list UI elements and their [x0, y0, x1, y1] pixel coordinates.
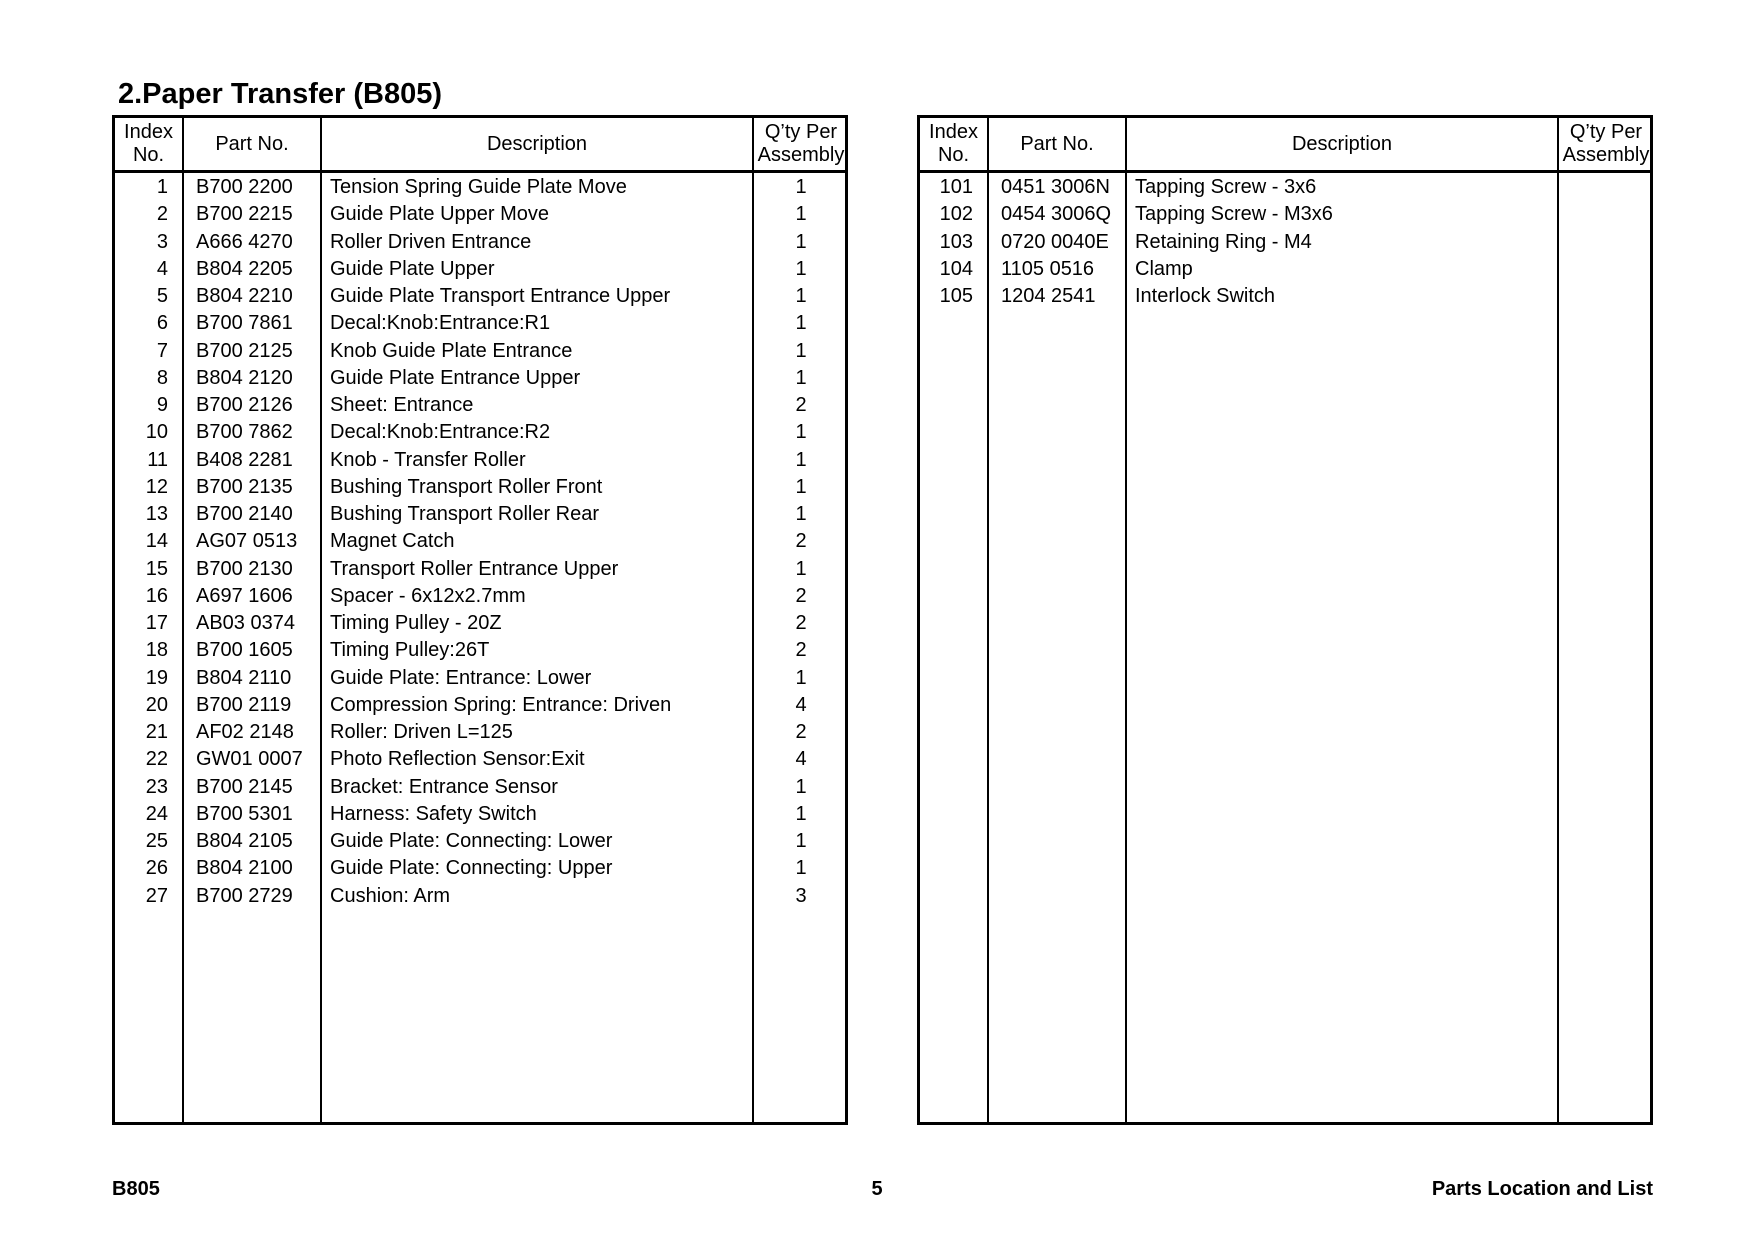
table-row	[920, 256, 1650, 283]
part-number-cell: B700 2215	[196, 203, 293, 226]
part-number-cell: AB03 0374	[196, 612, 295, 634]
index-cell: 22	[145, 748, 168, 771]
table-row	[920, 174, 1650, 201]
description-cell: Guide Plate Entrance Upper	[330, 366, 581, 389]
index-cell: 15	[145, 557, 168, 580]
part-number-cell: B700 2119	[196, 693, 292, 716]
table-row	[115, 419, 845, 446]
table-row	[115, 392, 845, 419]
table-row	[115, 174, 845, 201]
page-title: 2.Paper Transfer (B805)	[118, 78, 442, 110]
part-number-cell: B804 2110	[196, 666, 292, 689]
part-number-cell: B700 2200	[196, 176, 293, 198]
quantity-cell: 2	[795, 584, 807, 607]
table-row	[115, 637, 845, 664]
index-cell: 13	[145, 503, 168, 525]
part-number-cell: 0454 3006Q	[1001, 203, 1112, 226]
quantity-cell: 1	[795, 203, 807, 226]
part-number-cell: B804 2210	[196, 285, 293, 307]
footer-page-number: 5	[871, 1178, 883, 1200]
index-cell: 12	[145, 475, 168, 498]
quantity-cell: 1	[795, 230, 807, 253]
part-number-cell: B700 7862	[196, 421, 293, 444]
index-cell: 1	[156, 176, 168, 198]
description-cell: Sheet: Entrance	[330, 394, 474, 416]
description-cell: Retaining Ring - M4	[1135, 230, 1312, 253]
part-number-cell: B408 2281	[196, 448, 293, 471]
index-cell: 14	[145, 530, 168, 553]
table-row	[115, 855, 845, 882]
description-cell: Compression Spring: Entrance: Driven	[330, 693, 672, 716]
table-row	[115, 528, 845, 555]
part-number-cell: B804 2105	[196, 830, 293, 852]
index-cell: 5	[156, 285, 168, 307]
table-row	[115, 801, 845, 828]
description-cell: Guide Plate: Entrance: Lower	[330, 666, 592, 689]
description-cell: Guide Plate Upper	[330, 257, 495, 280]
quantity-cell: 1	[795, 448, 807, 471]
index-cell: 23	[145, 775, 168, 798]
table-row	[115, 692, 845, 719]
part-number-cell: A697 1606	[196, 584, 293, 607]
index-cell: 102	[939, 203, 973, 226]
part-number-cell: B700 5301	[196, 802, 293, 825]
quantity-cell: 1	[795, 339, 807, 362]
description-cell: Magnet Catch	[330, 530, 455, 553]
description-cell: Guide Plate Transport Entrance Upper	[330, 285, 671, 307]
part-number-cell: B700 1605	[196, 639, 293, 662]
index-cell: 3	[156, 230, 168, 253]
header-description: Description	[486, 132, 588, 155]
header-part-no: Part No.	[1020, 132, 1094, 155]
footer-model: B805	[112, 1178, 160, 1200]
part-number-cell: 0451 3006N	[1001, 176, 1110, 198]
quantity-cell: 1	[795, 775, 807, 798]
index-cell: 10	[145, 421, 168, 444]
quantity-cell: 2	[795, 721, 807, 743]
table-row	[920, 229, 1650, 256]
quantity-cell: 1	[795, 557, 807, 580]
table-row	[115, 229, 845, 256]
table-row	[115, 501, 845, 528]
header-index: Index No.	[124, 121, 173, 166]
table-row	[115, 828, 845, 855]
index-cell: 11	[147, 448, 168, 471]
part-number-cell: B804 2100	[196, 857, 293, 880]
index-cell: 8	[156, 366, 168, 389]
description-cell: Tapping Screw - 3x6	[1135, 176, 1317, 198]
part-number-cell: B700 2145	[196, 775, 293, 798]
description-cell: Roller: Driven L=125	[330, 721, 513, 743]
description-cell: Harness: Safety Switch	[330, 802, 537, 825]
description-cell: Guide Plate Upper Move	[330, 203, 550, 226]
quantity-cell: 1	[795, 312, 807, 335]
description-cell: Cushion: Arm	[330, 884, 451, 907]
header-divider	[920, 170, 1650, 173]
part-number-cell: B700 2135	[196, 475, 293, 498]
table-row	[115, 283, 845, 310]
table-body-right	[920, 174, 1650, 310]
quantity-cell: 1	[795, 666, 807, 689]
table-row	[115, 774, 845, 801]
header-qty: Q’ty Per Assembly	[757, 121, 845, 166]
table-body-left	[115, 174, 845, 910]
parts-table-right	[917, 115, 1653, 1125]
description-cell: Roller Driven Entrance	[330, 230, 532, 253]
description-cell: Knob - Transfer Roller	[330, 448, 526, 471]
quantity-cell: 1	[795, 421, 807, 444]
index-cell: 24	[145, 802, 168, 825]
quantity-cell: 2	[795, 530, 807, 553]
table-row	[115, 665, 845, 692]
index-cell: 101	[939, 176, 973, 198]
part-number-cell: AG07 0513	[196, 530, 298, 553]
index-cell: 17	[145, 612, 168, 634]
index-cell: 18	[145, 639, 168, 662]
table-row	[115, 556, 845, 583]
description-cell: Guide Plate: Connecting: Lower	[330, 830, 613, 852]
quantity-cell: 2	[795, 612, 807, 634]
part-number-cell: B700 2140	[196, 503, 293, 525]
description-cell: Clamp	[1135, 257, 1193, 280]
quantity-cell: 1	[795, 475, 807, 498]
table-row	[115, 338, 845, 365]
part-number-cell: GW01 0007	[196, 748, 303, 771]
header-description: Description	[1291, 132, 1393, 155]
index-cell: 6	[156, 312, 168, 335]
header-index: Index No.	[929, 121, 978, 166]
table-row	[115, 583, 845, 610]
header-divider	[115, 170, 845, 173]
quantity-cell: 1	[795, 830, 807, 852]
table-row	[115, 474, 845, 501]
description-cell: Decal:Knob:Entrance:R2	[330, 421, 551, 444]
part-number-cell: B804 2120	[196, 366, 293, 389]
quantity-cell: 4	[795, 748, 807, 771]
part-number-cell: 0720 0040E	[1001, 230, 1109, 253]
description-cell: Tapping Screw - M3x6	[1135, 203, 1333, 226]
index-cell: 7	[156, 339, 168, 362]
part-number-cell: B700 2125	[196, 339, 293, 362]
table-row	[115, 256, 845, 283]
header-qty: Q’ty Per Assembly	[1562, 121, 1650, 166]
part-number-cell: A666 4270	[196, 230, 293, 253]
table-row	[115, 447, 845, 474]
description-cell: Bracket: Entrance Sensor	[330, 775, 558, 798]
part-number-cell: 1105 0516	[1001, 257, 1095, 280]
index-cell: 9	[156, 394, 168, 416]
description-cell: Spacer - 6x12x2.7mm	[330, 584, 526, 607]
description-cell: Timing Pulley - 20Z	[330, 612, 502, 634]
part-number-cell: B700 2130	[196, 557, 293, 580]
quantity-cell: 3	[795, 884, 807, 907]
description-cell: Bushing Transport Roller Rear	[330, 503, 600, 525]
description-cell: Knob Guide Plate Entrance	[330, 339, 573, 362]
index-cell: 103	[939, 230, 973, 253]
part-number-cell: B804 2205	[196, 257, 293, 280]
index-cell: 16	[145, 584, 168, 607]
quantity-cell: 2	[795, 639, 807, 662]
description-cell: Guide Plate: Connecting: Upper	[330, 857, 613, 880]
quantity-cell: 1	[795, 285, 807, 307]
footer-section: Parts Location and List	[1431, 1178, 1653, 1200]
index-cell: 26	[145, 857, 168, 880]
description-cell: Transport Roller Entrance Upper	[330, 557, 619, 580]
index-cell: 19	[145, 666, 168, 689]
table-row	[115, 365, 845, 392]
index-cell: 21	[145, 721, 168, 743]
part-number-cell: 1204 2541	[1001, 285, 1096, 307]
quantity-cell: 1	[795, 366, 807, 389]
quantity-cell: 1	[795, 503, 807, 525]
index-cell: 105	[939, 285, 973, 307]
table-row	[920, 283, 1650, 310]
part-number-cell: B700 7861	[196, 312, 293, 335]
description-cell: Timing Pulley:26T	[330, 639, 490, 662]
index-cell: 25	[145, 830, 168, 852]
table-row	[115, 719, 845, 746]
header-part-no: Part No.	[215, 132, 289, 155]
part-number-cell: B700 2729	[196, 884, 293, 907]
description-cell: Photo Reflection Sensor:Exit	[330, 748, 585, 771]
table-row	[115, 201, 845, 228]
quantity-cell: 2	[795, 394, 807, 416]
index-cell: 27	[145, 884, 168, 907]
table-row	[920, 201, 1650, 228]
part-number-cell: AF02 2148	[196, 721, 294, 743]
description-cell: Interlock Switch	[1135, 285, 1276, 307]
description-cell: Bushing Transport Roller Front	[330, 475, 603, 498]
index-cell: 20	[145, 693, 168, 716]
table-row	[115, 883, 845, 910]
quantity-cell: 1	[795, 257, 807, 280]
quantity-cell: 1	[795, 176, 807, 198]
part-number-cell: B700 2126	[196, 394, 293, 416]
index-cell: 4	[156, 257, 168, 280]
table-row	[115, 310, 845, 337]
quantity-cell: 1	[795, 802, 807, 825]
description-cell: Tension Spring Guide Plate Move	[330, 176, 627, 198]
index-cell: 2	[156, 203, 168, 226]
index-cell: 104	[939, 257, 973, 280]
parts-table-left	[112, 115, 848, 1125]
description-cell: Decal:Knob:Entrance:R1	[330, 312, 551, 335]
table-row	[115, 746, 845, 773]
table-row	[115, 610, 845, 637]
quantity-cell: 4	[795, 693, 807, 716]
quantity-cell: 1	[795, 857, 807, 880]
